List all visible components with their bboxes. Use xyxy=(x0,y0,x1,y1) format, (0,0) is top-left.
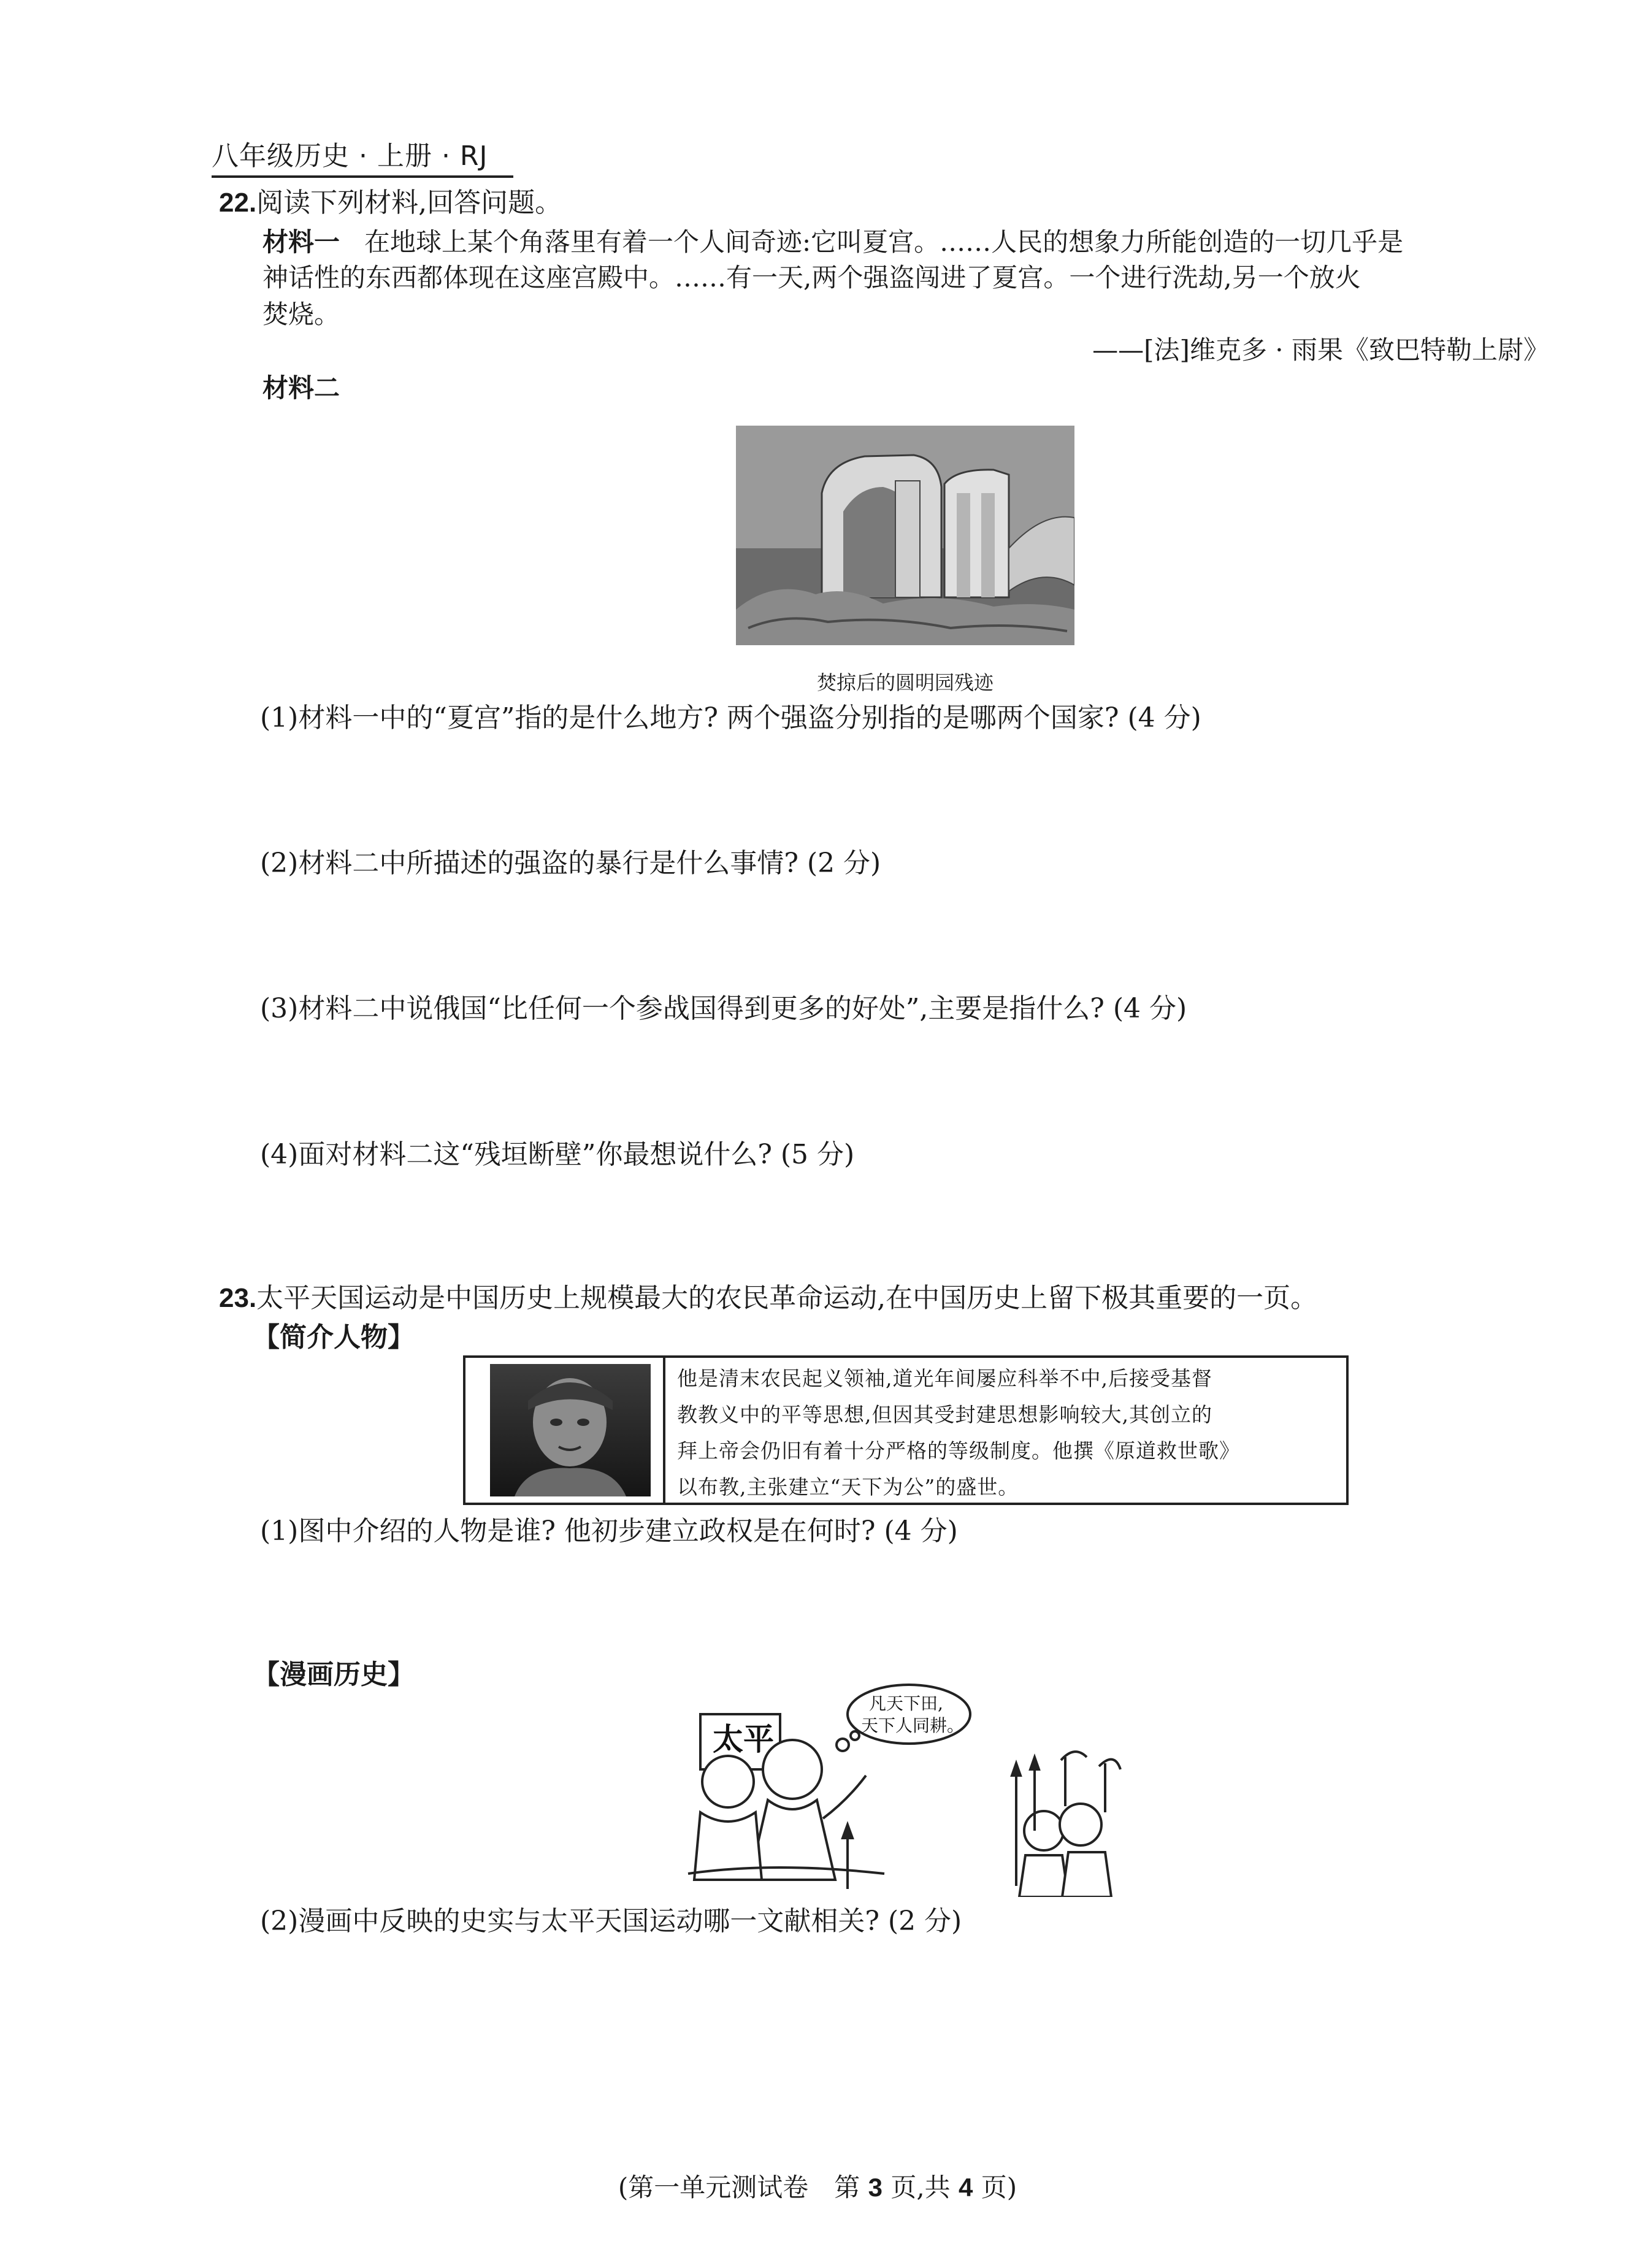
q22-question-3: (3)材料二中说俄国“比任何一个参战国得到更多的好处”,主要是指什么? (4 分) xyxy=(260,993,1187,1024)
cartoon-bubble-line-1: 凡天下田, xyxy=(869,1693,943,1714)
q22-question-4: (4)面对材料二这“残垣断壁”你最想说什么? (5 分) xyxy=(260,1139,855,1170)
q22-stem-text: 阅读下列材料,回答问题。 xyxy=(256,187,562,218)
q22-question-1: (1)材料一中的“夏宫”指的是什么地方? 两个强盗分别指的是哪两个国家? (4 分) xyxy=(260,702,1201,734)
cartoon-illustration xyxy=(682,1677,1124,1897)
q23-question-2: (2)漫画中反映的史实与太平天国运动哪一文献相关? (2 分) xyxy=(260,1906,962,1937)
footer-suffix: 页) xyxy=(973,2172,1017,2202)
cartoon-banner-text: 太平 xyxy=(713,1722,774,1757)
footer-page-number: 3 xyxy=(868,2173,883,2202)
q22-stem xyxy=(219,184,562,222)
ruins-photo xyxy=(736,426,1074,645)
profile-divider xyxy=(663,1358,665,1503)
portrait-photo xyxy=(490,1364,651,1496)
material2-label: 材料二 xyxy=(262,373,340,403)
q23-number: 23. xyxy=(219,1283,257,1313)
profile-line-4: 以布教,主张建立“天下为公”的盛世。 xyxy=(677,1475,1019,1499)
material1-line2: 神话性的东西都体现在这座宫殿中。……有一天,两个强盗闯进了夏宫。一个进行洗劫,另一个放火 xyxy=(262,262,1361,293)
section-profile-heading: 【简介人物】 xyxy=(253,1322,415,1353)
footer-total-pages: 4 xyxy=(959,2173,973,2202)
material1-text-1: 在地球上某个角落里有着一个人间奇迹:它叫夏宫。……人民的想象力所能创造的一切几乎是 xyxy=(364,227,1404,257)
footer-prefix: (第一单元测试卷 第 xyxy=(618,2172,868,2202)
cartoon-bubble-line-2: 天下人同耕。 xyxy=(861,1715,965,1736)
q23-stem-text: 太平天国运动是中国历史上规模最大的农民革命运动,在中国历史上留下极其重要的一页。 xyxy=(256,1282,1318,1314)
footer-middle: 页,共 xyxy=(882,2172,959,2202)
section-cartoon-heading: 【漫画历史】 xyxy=(253,1659,415,1690)
page-header: 八年级历史 · 上册 · RJ xyxy=(212,134,513,178)
portrait-illustration xyxy=(490,1364,651,1496)
material1-line3: 焚烧。 xyxy=(262,299,340,329)
profile-line-1: 他是清末农民起义领袖,道光年间屡应科举不中,后接受基督 xyxy=(677,1366,1212,1390)
cartoon-image xyxy=(682,1677,1124,1897)
material1-line1 xyxy=(262,223,1403,261)
ruins-caption: 焚掠后的圆明园残迹 xyxy=(816,671,994,694)
q22-number: 22. xyxy=(219,188,257,218)
material1-source: ——[法]维克多 · 雨果《致巴特勒上尉》 xyxy=(1092,335,1549,365)
ruins-illustration xyxy=(736,426,1074,645)
profile-line-3: 拜上帝会仍旧有着十分严格的等级制度。他撰《原道救世歌》 xyxy=(677,1439,1240,1463)
page-footer xyxy=(0,2167,1635,2204)
q23-question-1: (1)图中介绍的人物是谁? 他初步建立政权是在何时? (4 分) xyxy=(260,1515,958,1547)
profile-box xyxy=(463,1355,1349,1505)
profile-text xyxy=(677,1360,1240,1505)
material1-label: 材料一 xyxy=(262,227,340,257)
q23-stem xyxy=(219,1279,1317,1317)
profile-line-2: 教教义中的平等思想,但因其受封建思想影响较大,其创立的 xyxy=(677,1403,1212,1427)
q22-question-2: (2)材料二中所描述的强盗的暴行是什么事情? (2 分) xyxy=(260,848,881,879)
